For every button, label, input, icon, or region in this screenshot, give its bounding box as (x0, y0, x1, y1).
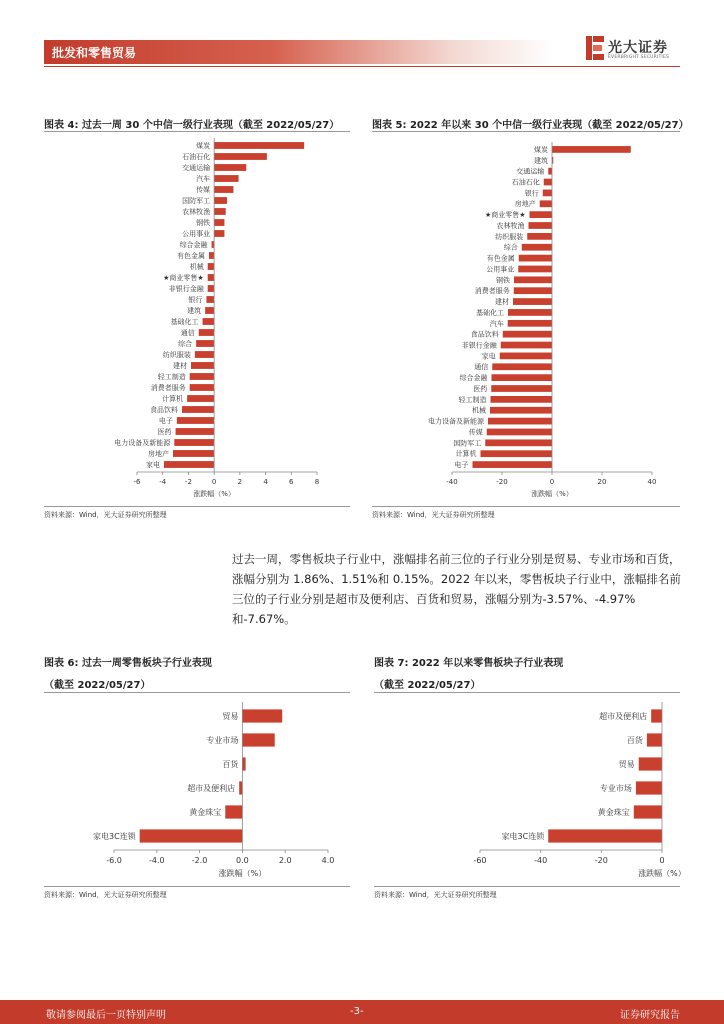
category-label: 纺织服装 (162, 350, 191, 359)
category-label: 石油石化 (182, 152, 211, 161)
category-label: 机械 (472, 406, 486, 415)
bar (214, 153, 267, 160)
bar (513, 298, 552, 305)
fig6-source: 资料来源：Wind，光大证券研究所整理 (44, 891, 167, 899)
tick-label: -40 (446, 478, 458, 486)
bar (519, 255, 552, 262)
category-label: 公用事业 (486, 265, 515, 274)
category-label: 农林牧渔 (496, 221, 525, 230)
x-axis-label: 涨跌幅（%） (638, 869, 686, 878)
bar (214, 197, 227, 204)
tick-label: -6 (133, 478, 141, 486)
fig7-source-rule (374, 886, 680, 887)
bar (140, 829, 243, 842)
category-label: 黄金珠宝 (189, 807, 222, 817)
category-label: 家电 (146, 460, 160, 469)
bar (518, 266, 552, 273)
tick-label: -40 (534, 856, 548, 865)
bar (514, 287, 552, 294)
tick-label: -2 (184, 478, 192, 486)
category-label: 通信 (180, 328, 195, 337)
fig4-source-rule (44, 506, 350, 507)
category-label: 建筑 (534, 156, 548, 165)
bar (199, 329, 214, 336)
category-label: 传媒 (468, 428, 483, 437)
category-label: 百货 (222, 759, 239, 769)
category-label: 国防军工 (453, 439, 482, 448)
bar (214, 186, 233, 193)
body-paragraph: 过去一周，零售板块子行业中，涨幅排名前三位的子行业分别是贸易、专业市场和百货，涨幅分别为 1.86%、1.51%和 0.15%。2022 年以来，零售板块子行业中，涨幅排名前三位的子行业分别是超市及便利店、百货和贸易，涨幅分别为-3.57%、-4.97%和-7.67%。 (232, 552, 681, 626)
tick-label: 0 (549, 478, 555, 486)
category-label: 食品饮料 (150, 405, 178, 414)
section-title: 批发和零售贸易 (52, 46, 137, 60)
bar (208, 274, 214, 281)
bar (527, 233, 552, 240)
bar (242, 733, 274, 746)
brand-logo (586, 34, 686, 66)
bar (491, 385, 552, 392)
fig5-title (372, 116, 689, 131)
bar (501, 342, 552, 349)
category-label: 纺织服装 (495, 232, 524, 241)
category-label: 非银行金融 (168, 284, 204, 293)
bar (177, 417, 214, 424)
bar (225, 805, 242, 818)
bar (492, 363, 552, 370)
category-label: 计算机 (162, 394, 184, 403)
category-label: 医药 (473, 384, 488, 393)
tick-label: 40 (647, 478, 657, 486)
category-label: 百货 (626, 735, 643, 745)
category-label: 公用事业 (182, 229, 211, 238)
bar (190, 373, 214, 380)
category-label: 农林牧渔 (182, 207, 211, 216)
tick-label: 2.0 (278, 856, 292, 865)
category-label: 计算机 (455, 450, 477, 459)
bar (514, 276, 552, 283)
category-label: 汽车 (489, 319, 504, 328)
fig6-title-line1: 过去一周零售板块子行业表现 (81, 658, 212, 669)
category-label: 电子 (454, 461, 469, 470)
fig6-title-prefix: 图表 6: (44, 658, 79, 669)
fig4-title-rule (44, 131, 350, 132)
bar (651, 709, 662, 722)
bar (530, 211, 553, 218)
bar (214, 164, 246, 171)
fig5-source: 资料来源：Wind，光大证券研究所整理 (372, 511, 495, 519)
category-label: 传媒 (196, 185, 211, 194)
fig6-source-rule (44, 886, 350, 887)
category-label: 食品饮料 (470, 330, 499, 339)
category-label: 钢铁 (196, 218, 211, 227)
bar (176, 428, 215, 435)
tick-label: 4.0 (321, 856, 335, 865)
fig6-chart (44, 696, 350, 884)
fig5-source-rule (372, 506, 680, 507)
bar (182, 406, 214, 413)
category-label: 电力设备及新能源 (114, 438, 171, 447)
category-label: 专业市场 (206, 735, 239, 745)
category-label: 轻工制造 (458, 395, 487, 404)
bar (214, 175, 238, 182)
category-label: 综合金融 (179, 240, 208, 249)
category-label: 煤炭 (196, 141, 211, 150)
category-label: 国防军工 (182, 196, 211, 205)
fig5-title-prefix: 图表 5: (372, 120, 407, 131)
category-label: 非银行金融 (461, 341, 497, 350)
bar (214, 142, 304, 149)
tick-label: 6 (289, 478, 294, 486)
bar (487, 429, 552, 436)
bar (552, 146, 631, 153)
brand-name-en: EVERBRIGHT SECURITIES (608, 55, 670, 60)
fig5-title-rule (372, 131, 680, 132)
category-label: 超市及便利店 (187, 783, 236, 793)
category-label: 家电3C连锁 (92, 831, 136, 841)
category-label: 银行 (524, 189, 539, 198)
bar (503, 331, 552, 338)
category-label: 钢铁 (496, 276, 510, 285)
tick-label: -6.0 (106, 856, 122, 865)
tick-label: 0 (211, 478, 217, 486)
category-label: 综合金融 (459, 374, 488, 383)
bar (488, 418, 552, 425)
tick-label: -20 (496, 478, 508, 486)
bar (242, 709, 282, 722)
page-number: -3- (350, 1006, 364, 1017)
bar (191, 362, 214, 369)
page-footer (0, 1000, 724, 1024)
bar (548, 168, 552, 175)
bar (205, 307, 214, 314)
category-label: 医药 (157, 427, 172, 436)
bar (174, 439, 214, 446)
bar (214, 219, 224, 226)
bar (206, 296, 214, 303)
tick-label: -4 (159, 478, 167, 486)
category-label: 银行 (188, 295, 203, 304)
category-label: 贸易 (618, 759, 635, 769)
bar (214, 208, 226, 215)
fig4-title-text: 过去一周 30 个中信一级行业表现（截至 2022/05/27） (81, 120, 340, 131)
bar (242, 757, 245, 770)
bar (214, 230, 224, 237)
category-label: ★商业零售★ (163, 273, 204, 282)
bar (490, 407, 552, 414)
bar (544, 179, 552, 186)
tick-label: 8 (314, 478, 320, 486)
bar (195, 351, 214, 358)
bar (508, 309, 552, 316)
category-label: 电子 (158, 416, 173, 425)
tick-label: 4 (263, 478, 268, 486)
bar (481, 450, 553, 457)
bar (529, 222, 553, 229)
tick-label: -4.0 (148, 856, 165, 865)
fig6-title-rule (44, 692, 350, 693)
fig7-title-line2: （截至 2022/05/27） (374, 680, 481, 691)
fig7-title (374, 654, 563, 669)
bar (208, 263, 214, 270)
bar (208, 285, 214, 292)
category-label: 综合 (178, 339, 193, 348)
category-label: 专业市场 (599, 783, 632, 793)
bar (196, 340, 214, 347)
brand-logo-icon (586, 36, 604, 60)
bar (203, 318, 215, 325)
fig4-title (44, 116, 339, 131)
tick-label: 2 (237, 478, 243, 486)
category-label: 电力设备及新能源 (428, 417, 484, 426)
fig7-title-prefix: 图表 7: (374, 658, 409, 669)
category-label: 汽车 (196, 174, 211, 183)
fig7-title-rule (374, 692, 680, 693)
category-label: 基础化工 (476, 308, 504, 317)
bar (647, 733, 662, 746)
category-label: 石油石化 (511, 178, 540, 187)
tick-label: 0 (659, 856, 665, 865)
brand-name-cn: 光大证券 (608, 40, 668, 56)
category-label: 建材 (173, 361, 187, 370)
fig7-title-line1: 2022 年以来零售板块子行业表现 (411, 658, 564, 669)
x-axis-label: 涨跌幅（%） (531, 490, 573, 498)
category-label: 轻工制造 (157, 372, 186, 381)
bar (492, 374, 553, 381)
category-label: 机械 (189, 262, 204, 271)
category-label: 超市及便利店 (599, 711, 648, 721)
fig5-title-text: 2022 年以来 30 个中信一级行业表现（截至 2022/05/27） (409, 120, 689, 131)
category-label: 房地产 (148, 449, 169, 458)
footer-report-type: 证券研究报告 (620, 1010, 680, 1021)
category-label: 基础化工 (170, 317, 199, 326)
bar (239, 781, 242, 794)
footer-disclaimer-link[interactable]: 敬请参阅最后一页特别声明 (46, 1010, 166, 1021)
tick-label: 0.0 (236, 856, 249, 865)
category-label: 消费者服务 (150, 383, 186, 392)
x-axis-label: 涨跌幅（%） (218, 869, 267, 878)
fig7-source: 资料来源：Wind，光大证券研究所整理 (374, 891, 497, 899)
fig6-title (44, 654, 212, 669)
tick-label: -20 (594, 856, 608, 865)
category-label: 家电3C连锁 (501, 831, 545, 841)
bar (209, 252, 214, 259)
category-label: ★商业零售★ (484, 211, 526, 220)
category-label: 房地产 (514, 200, 536, 209)
bar (543, 190, 552, 197)
bar (164, 461, 214, 468)
bar (522, 244, 552, 251)
bar (500, 353, 552, 360)
category-label: 消费者服务 (474, 287, 510, 296)
fig6-title-line2: （截至 2022/05/27） (44, 680, 151, 691)
category-label: 有色金属 (486, 254, 515, 263)
bar (173, 450, 214, 457)
category-label: 黄金珠宝 (597, 807, 630, 817)
fig5-chart (372, 136, 680, 504)
category-label: 贸易 (222, 711, 239, 721)
category-label: 家电 (481, 352, 496, 361)
category-label: 建筑 (187, 306, 202, 315)
bar (187, 395, 214, 402)
category-label: 建材 (495, 298, 509, 307)
tick-label: -2.0 (191, 856, 208, 865)
tick-label: 20 (597, 478, 607, 486)
bar (190, 384, 214, 391)
tick-label: -60 (473, 856, 487, 865)
category-label: 通信 (474, 363, 489, 372)
header-rule (44, 66, 680, 67)
bar (548, 829, 662, 842)
bar (634, 805, 662, 818)
fig4-chart (44, 136, 350, 504)
bar (485, 439, 552, 446)
bar (491, 396, 553, 403)
category-label: 煤炭 (534, 145, 548, 154)
fig4-source: 资料来源：Wind，光大证券研究所整理 (44, 511, 167, 519)
bar (540, 200, 552, 207)
category-label: 综合 (503, 243, 518, 252)
bar (636, 781, 662, 794)
category-label: 交通运输 (516, 167, 545, 176)
category-label: 有色金属 (177, 251, 205, 260)
bar (639, 757, 662, 770)
fig4-title-prefix: 图表 4: (44, 120, 79, 131)
category-label: 交通运输 (182, 163, 211, 172)
bar (508, 320, 552, 327)
fig7-chart (374, 696, 686, 884)
x-axis-label: 涨跌幅（%） (193, 490, 235, 498)
bar (473, 461, 553, 468)
